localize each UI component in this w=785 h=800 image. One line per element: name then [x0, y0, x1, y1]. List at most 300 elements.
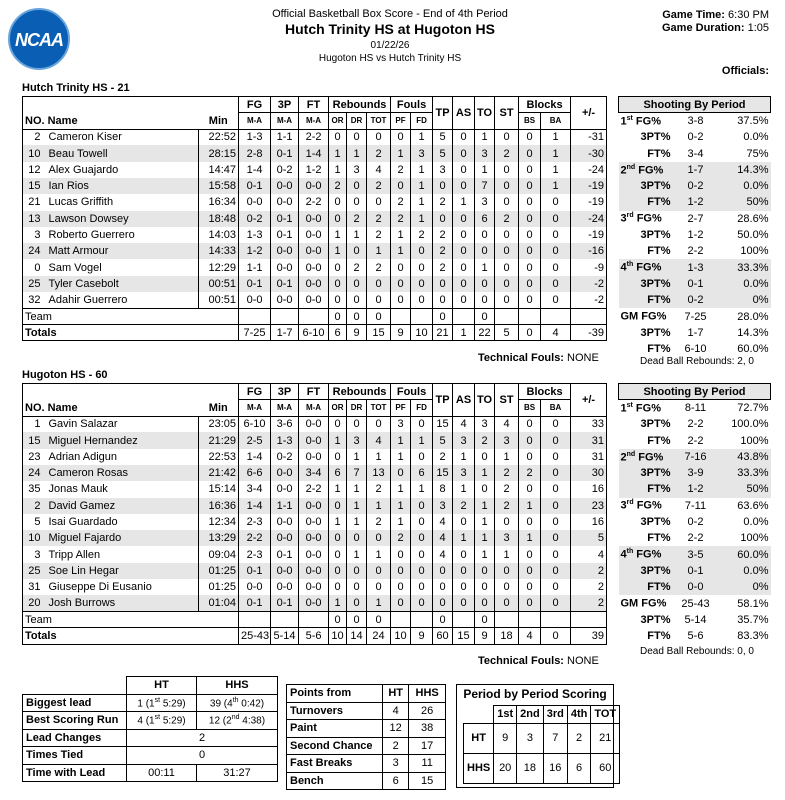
- cell-tp: 0: [433, 579, 453, 595]
- cell-tot: 1: [367, 449, 391, 465]
- cell-fd: 1: [411, 481, 433, 497]
- cell-tp3: 0-0: [271, 579, 299, 595]
- cell-tp3: 0-0: [271, 530, 299, 546]
- cell-pf: 0: [391, 546, 411, 562]
- cell-pm: 16: [571, 514, 607, 530]
- cell-st: 4: [495, 416, 519, 432]
- player-row: [23, 595, 607, 611]
- points-from-row: Fast Breaks 3 11: [287, 755, 446, 773]
- cell-fd: 1: [411, 162, 433, 178]
- cell-ft: 2-2: [299, 129, 329, 145]
- col-blocks: Blocks: [519, 97, 571, 113]
- cell-pf: 2: [391, 162, 411, 178]
- cell-as: 0: [453, 211, 475, 227]
- shooting-row: FT% 3-4 75%: [647, 147, 769, 160]
- shooting-row: FT% 2-2 100%: [647, 532, 769, 545]
- cell-tot: 1: [367, 546, 391, 562]
- cell-tp: 0: [433, 276, 453, 292]
- cell-pf: 1: [391, 514, 411, 530]
- cell-dr: 1: [347, 514, 367, 530]
- cell-tp: 2: [433, 194, 453, 210]
- player-name: Beau Towell: [47, 145, 199, 161]
- home-header-row-2: NO. Name Min M-A M-A M-A OR DR TOT PF FD BS BA: [23, 400, 607, 416]
- cell-pm: -2: [571, 276, 607, 292]
- player-number: 23: [23, 449, 47, 465]
- cell-fd: 0: [411, 563, 433, 579]
- total-to: 9: [475, 628, 495, 644]
- player-row: [23, 178, 607, 194]
- cell-tot: 0: [367, 276, 391, 292]
- total-ft: 6-10: [299, 325, 329, 341]
- cell-bs: 0: [519, 514, 541, 530]
- cell-pf: 0: [391, 465, 411, 481]
- cell-tp: 3: [433, 162, 453, 178]
- cell-tot: 0: [367, 416, 391, 432]
- cell-pf: 1: [391, 498, 411, 514]
- cell-tp3: 0-1: [271, 227, 299, 243]
- shooting-row: 3PT% 0-2 0.0%: [619, 178, 771, 194]
- cell-fd: 0: [411, 546, 433, 562]
- col-to: TO: [475, 97, 495, 130]
- cell-dr: 0: [347, 530, 367, 546]
- cell-tp: 2: [433, 449, 453, 465]
- cell-bs: 0: [519, 259, 541, 275]
- shooting-row: FT% 2-2 100%: [647, 434, 769, 447]
- cell-ba: 0: [541, 243, 571, 259]
- shooting-row: FT% 2-2 100%: [647, 245, 769, 258]
- total-pf: 10: [391, 628, 411, 644]
- cell-fd: 0: [411, 243, 433, 259]
- shooting-row: FT% 1-2 50%: [619, 481, 771, 497]
- totals-row: Totals 7-25 1-7 6-10 6 9 15 9 10 21 1 22 5 0 4 -39: [23, 325, 607, 341]
- cell-to: 0: [475, 481, 495, 497]
- total-to: 22: [475, 325, 495, 341]
- cell-fd: 0: [411, 579, 433, 595]
- cell-or: 6: [329, 465, 347, 481]
- shooting-row: 3PT% 1-2 50.0%: [640, 229, 769, 242]
- cell-pm: 30: [571, 465, 607, 481]
- cell-pf: 3: [391, 416, 411, 432]
- cell-ba: 0: [541, 432, 571, 448]
- cell-st: 0: [495, 194, 519, 210]
- cell-tp3: 0-2: [271, 449, 299, 465]
- cell-min: 09:04: [199, 546, 239, 562]
- cell-fg: 1-4: [239, 162, 271, 178]
- player-number: 10: [23, 530, 47, 546]
- cell-fd: 1: [411, 129, 433, 145]
- period-score-row: HHS 20 18 16 6 60: [464, 753, 620, 783]
- cell-min: 12:34: [199, 514, 239, 530]
- cell-as: 4: [453, 416, 475, 432]
- cell-tp: 5: [433, 432, 453, 448]
- cell-ft: 0-0: [299, 243, 329, 259]
- shooting-row: 3rd FG% 2-7 28.6%: [620, 212, 769, 226]
- player-name: Josh Burrows: [47, 595, 199, 611]
- cell-dr: 1: [347, 449, 367, 465]
- cell-pf: 0: [391, 178, 411, 194]
- cell-ft: 1-4: [299, 145, 329, 161]
- cell-tot: 2: [367, 227, 391, 243]
- cell-fg: 0-1: [239, 563, 271, 579]
- cell-to: 0: [475, 563, 495, 579]
- player-number: 15: [23, 178, 47, 194]
- cell-tp3: 1-1: [271, 498, 299, 514]
- cell-or: 0: [329, 259, 347, 275]
- cell-to: 0: [475, 595, 495, 611]
- team-row: Team 0 0 0 0 0: [23, 612, 607, 628]
- cell-tot: 0: [367, 292, 391, 308]
- player-name: Cameron Rosas: [47, 465, 199, 481]
- cell-min: 01:25: [199, 563, 239, 579]
- cell-ft: 0-0: [299, 276, 329, 292]
- cell-to: 0: [475, 449, 495, 465]
- col-blocks: Blocks: [519, 384, 571, 400]
- total-pm: -39: [571, 325, 607, 341]
- cell-as: 0: [453, 178, 475, 194]
- cell-tp: 0: [433, 292, 453, 308]
- cell-fg: 2-2: [239, 530, 271, 546]
- cell-bs: 0: [519, 194, 541, 210]
- cell-pf: 2: [391, 194, 411, 210]
- cell-or: 1: [329, 481, 347, 497]
- player-row: [23, 145, 607, 161]
- cell-ft: 2-2: [299, 194, 329, 210]
- away-header-row-2: NO. Name Min M-A M-A M-A OR DR TOT PF FD BS BA: [23, 113, 607, 129]
- cell-tot: 1: [367, 243, 391, 259]
- cell-dr: 0: [347, 292, 367, 308]
- cell-ft: 0-0: [299, 546, 329, 562]
- cell-st: 0: [495, 579, 519, 595]
- report-subtitle: Official Basketball Box Score - End of 4th Period: [272, 8, 508, 20]
- cell-or: 1: [329, 145, 347, 161]
- game-summary-table: HT HHS Biggest lead 1 (1st 5:29) 39 (4th 0:42) Best Scoring Run 4 (1st 5:29) 12 (2nd 4:38) Lead Changes 2 Times Tied 0 Time with Lead 00:11 31:27: [22, 676, 278, 782]
- cell-dr: 3: [347, 432, 367, 448]
- cell-pm: -19: [571, 178, 607, 194]
- cell-fg: 1-2: [239, 243, 271, 259]
- cell-as: 3: [453, 465, 475, 481]
- cell-bs: 0: [519, 449, 541, 465]
- cell-tot: 0: [367, 530, 391, 546]
- cell-min: 12:29: [199, 259, 239, 275]
- cell-fg: 1-4: [239, 498, 271, 514]
- cell-pm: 23: [571, 498, 607, 514]
- cell-tot: 2: [367, 178, 391, 194]
- cell-min: 01:04: [199, 595, 239, 611]
- cell-to: 3: [475, 194, 495, 210]
- col-fg: FG: [239, 384, 271, 400]
- cell-tp3: 0-1: [271, 211, 299, 227]
- cell-fd: 0: [411, 498, 433, 514]
- cell-ba: 0: [541, 211, 571, 227]
- cell-or: 0: [329, 530, 347, 546]
- away-box-score-table: [22, 96, 607, 341]
- cell-tot: 0: [367, 563, 391, 579]
- shooting-row: 3PT% 0-1 0.0%: [619, 276, 771, 292]
- col-plus-minus: +/-: [571, 97, 607, 130]
- total-or: 10: [329, 628, 347, 644]
- cell-min: 16:36: [199, 498, 239, 514]
- cell-ba: 0: [541, 563, 571, 579]
- game-title: Hutch Trinity HS at Hugoton HS: [285, 21, 495, 37]
- cell-min: 14:47: [199, 162, 239, 178]
- cell-ba: 0: [541, 481, 571, 497]
- cell-to: 0: [475, 579, 495, 595]
- cell-ba: 1: [541, 129, 571, 145]
- cell-ba: 0: [541, 227, 571, 243]
- total-ba: 4: [541, 325, 571, 341]
- cell-pm: -16: [571, 243, 607, 259]
- cell-to: 3: [475, 416, 495, 432]
- cell-ba: 1: [541, 145, 571, 161]
- cell-fg: 0-1: [239, 178, 271, 194]
- period-scoring-table: 1st 2nd 3rd 4th TOT HT 9 3 7 2 21 HHS 20 18 16 6 60: [463, 705, 620, 784]
- home-technical-fouls: Technical Fouls: NONE: [478, 655, 599, 667]
- cell-ba: 1: [541, 178, 571, 194]
- cell-ba: 0: [541, 465, 571, 481]
- player-number: 12: [23, 162, 47, 178]
- cell-tot: 2: [367, 514, 391, 530]
- player-name: Sam Vogel: [47, 259, 199, 275]
- cell-tp3: 0-0: [271, 194, 299, 210]
- cell-as: 0: [453, 595, 475, 611]
- player-row: [23, 432, 607, 448]
- player-row: [23, 227, 607, 243]
- cell-min: 00:51: [199, 276, 239, 292]
- player-name: Tripp Allen: [47, 546, 199, 562]
- total-tp: 60: [433, 628, 453, 644]
- cell-dr: 0: [347, 563, 367, 579]
- cell-bs: 0: [519, 595, 541, 611]
- cell-bs: 1: [519, 498, 541, 514]
- cell-ft: 0-0: [299, 563, 329, 579]
- cell-pf: 1: [391, 243, 411, 259]
- cell-tp3: 0-1: [271, 595, 299, 611]
- cell-as: 0: [453, 259, 475, 275]
- cell-to: 2: [475, 432, 495, 448]
- player-row: [23, 449, 607, 465]
- cell-pm: 2: [571, 579, 607, 595]
- cell-ft: 1-2: [299, 162, 329, 178]
- shooting-row: 3PT% 3-9 33.3%: [619, 465, 771, 481]
- cell-min: 00:51: [199, 292, 239, 308]
- cell-st: 3: [495, 530, 519, 546]
- cell-st: 0: [495, 292, 519, 308]
- cell-dr: 1: [347, 498, 367, 514]
- col-as: AS: [453, 384, 475, 417]
- shooting-row: FT% 6-10 60.0%: [647, 343, 769, 356]
- player-name: Gavin Salazar: [47, 416, 199, 432]
- shooting-row: 3PT% 1-7 14.3%: [640, 326, 769, 339]
- cell-pf: 1: [391, 449, 411, 465]
- cell-pm: 2: [571, 595, 607, 611]
- cell-tot: 13: [367, 465, 391, 481]
- cell-or: 1: [329, 243, 347, 259]
- game-time: Game Time: 6:30 PM: [662, 9, 769, 21]
- cell-ba: 0: [541, 514, 571, 530]
- cell-or: 1: [329, 432, 347, 448]
- cell-pm: -9: [571, 259, 607, 275]
- home-team-label: Hugoton HS - 60: [22, 369, 108, 381]
- cell-pf: 0: [391, 129, 411, 145]
- col-to: TO: [475, 384, 495, 417]
- cell-to: 1: [475, 530, 495, 546]
- points-from-row: Second Chance 2 17: [287, 737, 446, 755]
- game-duration: Game Duration: 1:05: [662, 22, 769, 34]
- cell-st: 1: [495, 449, 519, 465]
- cell-tp: 5: [433, 145, 453, 161]
- col-fg: FG: [239, 97, 271, 113]
- cell-as: 0: [453, 276, 475, 292]
- cell-tp: 2: [433, 227, 453, 243]
- cell-pm: -19: [571, 227, 607, 243]
- cell-ba: 0: [541, 546, 571, 562]
- cell-pm: -24: [571, 162, 607, 178]
- cell-st: 0: [495, 276, 519, 292]
- cell-pm: 31: [571, 432, 607, 448]
- best-scoring-run-row: Best Scoring Run 4 (1st 5:29) 12 (2nd 4:38): [23, 712, 278, 730]
- cell-st: 2: [495, 145, 519, 161]
- total-as: 1: [453, 325, 475, 341]
- cell-fd: 2: [411, 227, 433, 243]
- cell-st: 0: [495, 129, 519, 145]
- cell-tot: 0: [367, 194, 391, 210]
- total-tp3: 1-7: [271, 325, 299, 341]
- cell-tp3: 0-0: [271, 178, 299, 194]
- cell-ft: 0-0: [299, 514, 329, 530]
- cell-as: 0: [453, 145, 475, 161]
- shooting-row: 3rd FG% 7-11 63.6%: [620, 499, 769, 513]
- cell-as: 1: [453, 530, 475, 546]
- cell-tot: 0: [367, 579, 391, 595]
- away-header-row-1: [23, 97, 607, 113]
- cell-bs: 0: [519, 211, 541, 227]
- cell-pm: 4: [571, 546, 607, 562]
- cell-pf: 2: [391, 530, 411, 546]
- cell-fd: 6: [411, 465, 433, 481]
- col-3p: 3P: [271, 97, 299, 113]
- cell-to: 1: [475, 465, 495, 481]
- cell-tp: 15: [433, 465, 453, 481]
- cell-to: 1: [475, 546, 495, 562]
- total-tp3: 5-14: [271, 628, 299, 644]
- cell-ft: 0-0: [299, 211, 329, 227]
- cell-dr: 0: [347, 579, 367, 595]
- total-dr: 14: [347, 628, 367, 644]
- cell-to: 0: [475, 276, 495, 292]
- total-bs: 0: [519, 325, 541, 341]
- cell-or: 0: [329, 449, 347, 465]
- col-tp: TP: [433, 384, 453, 417]
- cell-fg: 2-3: [239, 514, 271, 530]
- cell-min: 01:25: [199, 579, 239, 595]
- cell-fg: 1-3: [239, 227, 271, 243]
- cell-or: 0: [329, 546, 347, 562]
- cell-or: 1: [329, 514, 347, 530]
- cell-min: 28:15: [199, 145, 239, 161]
- cell-as: 1: [453, 481, 475, 497]
- cell-as: 3: [453, 432, 475, 448]
- cell-tot: 4: [367, 432, 391, 448]
- cell-ft: 0-0: [299, 416, 329, 432]
- player-name: Adahir Guerrero: [47, 292, 199, 308]
- total-ft: 5-6: [299, 628, 329, 644]
- cell-fg: 0-1: [239, 276, 271, 292]
- cell-fd: 0: [411, 259, 433, 275]
- total-fd: 10: [411, 325, 433, 341]
- player-name: Matt Armour: [47, 243, 199, 259]
- cell-as: 0: [453, 563, 475, 579]
- cell-to: 0: [475, 292, 495, 308]
- cell-dr: 1: [347, 145, 367, 161]
- matchup: Hugoton HS vs Hutch Trinity HS: [318, 53, 462, 64]
- away-technical-fouls: Technical Fouls: NONE: [478, 352, 599, 364]
- cell-ba: 0: [541, 194, 571, 210]
- cell-or: 0: [329, 129, 347, 145]
- cell-ba: 0: [541, 449, 571, 465]
- player-number: 24: [23, 243, 47, 259]
- cell-fg: 0-0: [239, 579, 271, 595]
- cell-fg: 1-1: [239, 259, 271, 275]
- player-name: Miguel Fajardo: [47, 530, 199, 546]
- cell-to: 1: [475, 514, 495, 530]
- cell-dr: 1: [347, 546, 367, 562]
- shooting-row: 2nd FG% 1-7 14.3%: [620, 163, 769, 177]
- cell-fg: 0-2: [239, 211, 271, 227]
- player-row: [23, 211, 607, 227]
- cell-dr: 3: [347, 162, 367, 178]
- cell-min: 15:14: [199, 481, 239, 497]
- cell-fg: 3-4: [239, 481, 271, 497]
- player-row: [23, 498, 607, 514]
- player-number: 20: [23, 595, 47, 611]
- cell-dr: 0: [347, 416, 367, 432]
- player-name: Tyler Casebolt: [47, 276, 199, 292]
- shooting-row: 1st FG% 3-8 37.5%: [620, 114, 769, 128]
- cell-ba: 0: [541, 292, 571, 308]
- cell-pf: 2: [391, 211, 411, 227]
- cell-tp: 0: [433, 211, 453, 227]
- cell-ft: 0-0: [299, 449, 329, 465]
- cell-tot: 1: [367, 595, 391, 611]
- col-st: ST: [495, 384, 519, 417]
- cell-min: 21:42: [199, 465, 239, 481]
- total-fd: 9: [411, 628, 433, 644]
- col-plus-minus: +/-: [571, 384, 607, 417]
- cell-fg: 6-10: [239, 416, 271, 432]
- biggest-lead-row: Biggest lead 1 (1st 5:29) 39 (4th 0:42): [23, 694, 278, 712]
- total-or: 6: [329, 325, 347, 341]
- cell-fd: 0: [411, 292, 433, 308]
- cell-ba: 0: [541, 595, 571, 611]
- cell-tot: 2: [367, 259, 391, 275]
- player-row: [23, 292, 607, 308]
- cell-pm: 31: [571, 449, 607, 465]
- cell-to: 7: [475, 178, 495, 194]
- cell-min: 14:33: [199, 243, 239, 259]
- shooting-row: GM FG% 7-25 28.0%: [620, 310, 769, 323]
- cell-fg: 0-1: [239, 595, 271, 611]
- cell-to: 1: [475, 129, 495, 145]
- cell-st: 0: [495, 595, 519, 611]
- cell-or: 0: [329, 498, 347, 514]
- cell-min: 15:58: [199, 178, 239, 194]
- total-tot: 24: [367, 628, 391, 644]
- total-fg: 25-43: [239, 628, 271, 644]
- cell-min: 18:48: [199, 211, 239, 227]
- cell-tp3: 1-1: [271, 129, 299, 145]
- cell-tp: 15: [433, 416, 453, 432]
- cell-pm: -2: [571, 292, 607, 308]
